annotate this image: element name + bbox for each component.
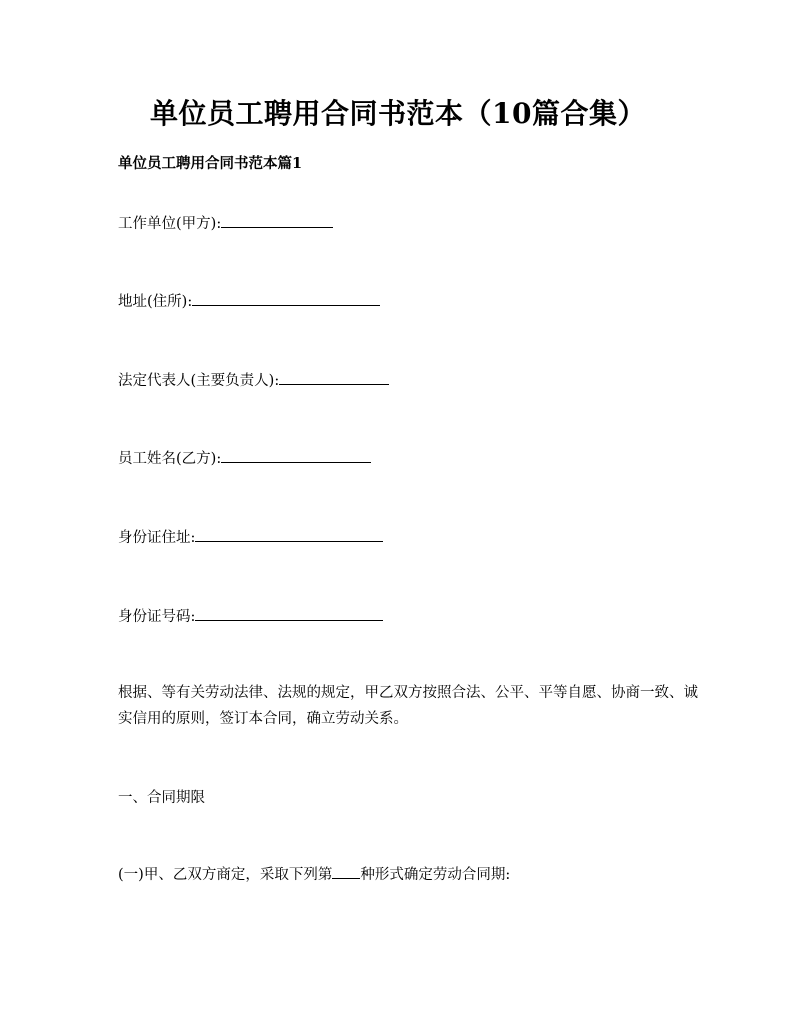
clause-term-type bbox=[118, 863, 510, 884]
field-employer-label: 工作单位(甲方): bbox=[118, 216, 222, 232]
field-id-number-label: 身份证号码: bbox=[118, 609, 196, 625]
field-employee-name-blank bbox=[221, 448, 371, 463]
field-id-number bbox=[118, 605, 383, 626]
field-employee-name-label: 员工姓名(乙方): bbox=[118, 451, 222, 467]
field-address bbox=[118, 290, 380, 311]
field-employee-name bbox=[118, 447, 371, 468]
field-employer bbox=[118, 212, 333, 233]
field-legal-rep-label: 法定代表人(主要负责人): bbox=[118, 373, 280, 389]
field-legal-rep-blank bbox=[279, 370, 389, 385]
clause-suffix: 种形式确定劳动合同期: bbox=[360, 867, 511, 883]
field-id-address-blank bbox=[195, 527, 383, 542]
section-heading: 一、合同期限 bbox=[118, 790, 205, 806]
field-legal-rep bbox=[118, 369, 389, 390]
field-id-number-blank bbox=[195, 606, 383, 621]
field-employer-blank bbox=[221, 213, 333, 228]
clause-choice-blank bbox=[332, 864, 360, 879]
field-address-label: 地址(住所): bbox=[118, 294, 193, 310]
field-id-address bbox=[118, 526, 383, 547]
document-title: 单位员工聘用合同书范本（10篇合集） bbox=[150, 97, 646, 130]
field-address-blank bbox=[192, 291, 380, 306]
field-id-address-label: 身份证住址: bbox=[118, 530, 196, 546]
section-subtitle: 单位员工聘用合同书范本篇1 bbox=[118, 155, 303, 172]
clause-prefix: (一)甲、乙双方商定，采取下列第 bbox=[118, 867, 333, 883]
intro-paragraph: 根据、等有关劳动法律、法规的规定，甲乙双方按照合法、公平、平等自愿、协商一致、诚实信用的原则，签订本合同，确立劳动关系。 bbox=[118, 685, 698, 727]
